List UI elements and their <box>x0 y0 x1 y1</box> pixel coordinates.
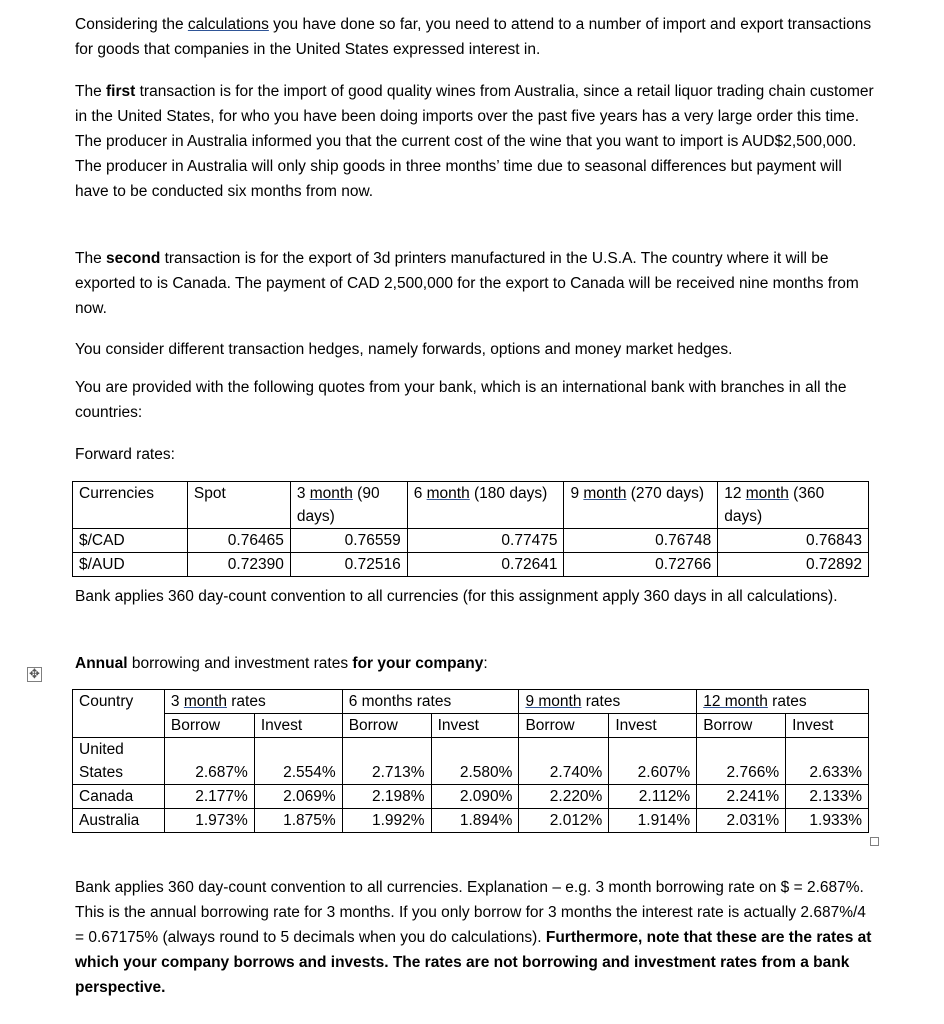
text: Considering the <box>75 16 188 33</box>
rate-cell: 0.76465 <box>187 529 290 553</box>
text: The <box>75 83 107 100</box>
paragraph-bank-quotes: You are provided with the following quotes from your bank, which is an international bank with branches in all the countries: <box>75 379 847 421</box>
header-country: Country <box>73 690 165 738</box>
text: borrowing and investment rates <box>127 655 353 672</box>
header-3-month <box>290 482 407 529</box>
underlined-word: month <box>583 485 627 502</box>
country-name: United States <box>79 741 124 781</box>
header-12-month-rates <box>697 690 869 714</box>
text: 3 <box>296 485 310 502</box>
header-invest: Invest <box>786 714 869 738</box>
paragraph-intro <box>75 12 875 62</box>
text: rates <box>767 693 807 710</box>
header-6-months-rates <box>342 690 519 714</box>
text: (360 days) <box>724 485 825 525</box>
paragraph-first-transaction <box>75 79 875 204</box>
header-borrow: Borrow <box>519 714 609 738</box>
paragraph-hedges: You consider different transaction hedges, namely forwards, options and money market hedges. <box>75 341 733 358</box>
text: you have done so far, you need to attend to a number of import and export transactions for goods that companies in the United States expressed interest in. <box>75 16 872 58</box>
rate-cell: 1.875% <box>254 809 342 833</box>
rate-cell: 2.090% <box>431 785 519 809</box>
underlined-word: month <box>309 485 353 502</box>
rate-cell: 2.633% <box>786 738 869 785</box>
header-borrow: Borrow <box>342 714 431 738</box>
rate-cell: 2.112% <box>609 785 697 809</box>
bold-text: Furthermore, note that these are the rates at which your company borrows and invests. The rates are not borrowing and investment rates from a bank perspective. <box>75 929 872 996</box>
table-header-row <box>73 690 869 714</box>
paragraph-second-transaction <box>75 246 875 321</box>
text: rates <box>581 693 621 710</box>
rate-cell: 0.72892 <box>718 553 869 577</box>
rate-cell: 0.72766 <box>564 553 718 577</box>
bold-word: first <box>106 83 136 100</box>
header-3-month-rates <box>164 690 342 714</box>
text: 3 <box>170 693 184 710</box>
country-cell <box>73 738 165 785</box>
text: : <box>483 655 488 672</box>
rate-cell: 2.069% <box>254 785 342 809</box>
text: (270 days) <box>626 485 705 502</box>
rate-cell: 0.72516 <box>290 553 407 577</box>
rate-cell: 1.992% <box>342 809 431 833</box>
header-invest: Invest <box>254 714 342 738</box>
rate-cell: 2.177% <box>164 785 254 809</box>
rate-cell: 0.72641 <box>407 553 564 577</box>
bold-word: second <box>106 250 161 267</box>
table-row <box>73 529 869 553</box>
underlined-word: 9 month <box>525 693 582 710</box>
rate-cell: 0.77475 <box>407 529 564 553</box>
forward-rates-table <box>72 481 869 577</box>
text: 12 <box>724 485 746 502</box>
header-6-month <box>407 482 564 529</box>
rate-cell: 1.914% <box>609 809 697 833</box>
country-cell: Australia <box>73 809 165 833</box>
rate-cell: 2.241% <box>697 785 786 809</box>
text: 6 <box>413 485 427 502</box>
bold-word: for your company <box>352 655 484 672</box>
header-borrow: Borrow <box>164 714 254 738</box>
country-cell: Canada <box>73 785 165 809</box>
rate-cell: 1.933% <box>786 809 869 833</box>
borrowing-investment-rates-table <box>72 689 869 833</box>
rate-cell: 2.554% <box>254 738 342 785</box>
text: 9 <box>570 485 584 502</box>
text: rates <box>226 693 266 710</box>
text: transaction is for the export of 3d printers manufactured in the U.S.A. The country where it will be exported to is Canada. The payment of CAD 2,500,000 for the export to Canada will be received nine months from now. <box>75 250 859 317</box>
rate-cell: 0.76748 <box>564 529 718 553</box>
underlined-word: month <box>426 485 470 502</box>
header-12-month <box>718 482 869 529</box>
rate-cell: 2.031% <box>697 809 786 833</box>
rate-cell: 1.973% <box>164 809 254 833</box>
text: 6 months rates <box>348 693 452 710</box>
forward-rates-note: Bank applies 360 day-count convention to all currencies (for this assignment apply 360 days in all calculations). <box>75 588 838 605</box>
underlined-word: month <box>183 693 227 710</box>
table-row <box>73 809 869 833</box>
header-9-month <box>564 482 718 529</box>
rate-cell: 2.012% <box>519 809 609 833</box>
rate-cell: 1.894% <box>431 809 519 833</box>
final-note <box>75 875 875 1000</box>
pair-cell: $/CAD <box>73 529 188 553</box>
header-invest: Invest <box>609 714 697 738</box>
header-borrow: Borrow <box>697 714 786 738</box>
rate-cell: 2.713% <box>342 738 431 785</box>
rate-cell: 2.607% <box>609 738 697 785</box>
rate-cell: 2.687% <box>164 738 254 785</box>
pair-cell: $/AUD <box>73 553 188 577</box>
header-invest: Invest <box>431 714 519 738</box>
text: transaction is for the import of good quality wines from Australia, since a retail liquor trading chain customer in the United States, for who you have been doing imports over the past five years has a very large order this time. The producer in Australia informed you that the current cost of the wine that you want to import is AUD$2,500,000. The producer in Australia will only ship goods in three months’ time due to seasonal differences but payment will have to be conducted six months from now. <box>75 83 874 200</box>
text: The <box>75 250 107 267</box>
underlined-word: 12 month <box>703 693 768 710</box>
resize-handle-icon[interactable] <box>870 837 879 846</box>
rate-cell: 0.72390 <box>187 553 290 577</box>
text: Bank applies 360 day-count convention to all currencies. Explanation – e.g. 3 month borrowing rate on $ = 2.687%. This is the annual borrowing rate for 3 months. If you only borrow for 3 months the interest rate is actually 2.687%/4 = 0.67175% (always round to 5 decimals when you do calculations). <box>75 879 866 946</box>
header-spot: Spot <box>187 482 290 529</box>
header-currencies: Currencies <box>73 482 188 529</box>
underlined-word: month <box>745 485 789 502</box>
table-row <box>73 738 869 785</box>
bold-word: Annual <box>75 655 128 672</box>
text: (180 days) <box>469 485 548 502</box>
rate-cell: 0.76843 <box>718 529 869 553</box>
rate-cell: 2.133% <box>786 785 869 809</box>
move-handle-icon[interactable]: ✥ <box>27 667 42 682</box>
forward-rates-label: Forward rates: <box>75 446 175 463</box>
table-row <box>73 785 869 809</box>
text: (90 days) <box>296 485 380 525</box>
underlined-word: calculations <box>187 16 269 33</box>
rates-heading <box>75 651 875 676</box>
header-9-month-rates <box>519 690 697 714</box>
table-subheader-row <box>73 714 869 738</box>
rate-cell: 0.76559 <box>290 529 407 553</box>
rate-cell: 2.580% <box>431 738 519 785</box>
rate-cell: 2.766% <box>697 738 786 785</box>
rate-cell: 2.220% <box>519 785 609 809</box>
table-header-row <box>73 482 869 529</box>
rate-cell: 2.740% <box>519 738 609 785</box>
table-row <box>73 553 869 577</box>
rate-cell: 2.198% <box>342 785 431 809</box>
